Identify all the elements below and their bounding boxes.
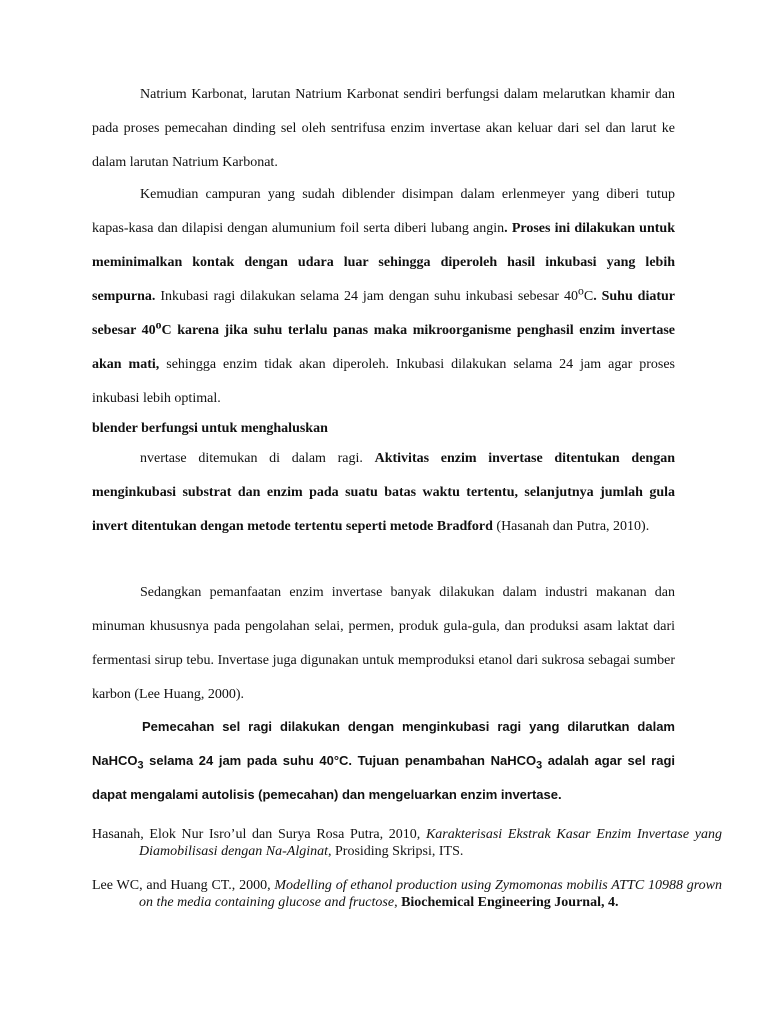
ref2-journal: Biochemical Engineering Journal, 4. (401, 895, 619, 910)
p5-sub-1: 3 (137, 759, 144, 772)
p2-text-e: sehingga enzim tidak akan diperoleh. Inkubasi dilakukan selama 24 jam agar proses inkubasi lebih optimal. (92, 357, 675, 406)
p3-text-b: Aktivitas enzim invertase ditentukan dengan menginkubasi substrat dan enzim pada suatu batas waktu tertentu, selanjutnya jumlah gula invert ditentukan dengan metode tertentu seperti metode Bradford (92, 451, 675, 534)
p5-text-a: Pemecahan sel ragi dilakukan dengan menginkubasi ragi yang dilarutkan dalam NaHCO (92, 719, 675, 768)
p2-text-d-end: C karena jika suhu terlalu panas maka mikroorganisme penghasil enzim invertase akan mati, (92, 323, 675, 372)
paragraph-5 (92, 710, 675, 812)
p5-text-c: adalah agar sel ragi dapat mengalami autolisis (pemecahan) dan mengeluarkan enzim invertase. (92, 753, 675, 802)
p5-text-b: selama 24 jam pada suhu 40°C. Tujuan penambahan NaHCO (143, 753, 537, 768)
p2-text-c: Inkubasi ragi dilakukan selama 24 jam dengan suhu inkubasi sebesar 40 (155, 289, 579, 304)
p2-text-a: Kemudian campuran yang sudah diblender disimpan dalam erlenmeyer yang diberi tutup kapas-kasa dan dilapisi dengan alumunium foil serta diberi lubang angin (92, 187, 675, 236)
ref1-title: Karakterisasi Ekstrak Kasar Enzim Invertase yang Diamobilisasi dengan Na-Alginat (139, 827, 722, 859)
ref1-authors: Hasanah, Elok Nur Isro’ul dan Surya Rosa Putra, 2010, (92, 827, 426, 842)
p3-text-c: (Hasanah dan Putra, 2010). (492, 519, 650, 534)
ref2-authors: Lee WC, and Huang CT., 2000, (92, 878, 275, 893)
ref2-sep: , (394, 895, 402, 910)
paragraph-1: Natrium Karbonat, larutan Natrium Karbonat sendiri berfungsi dalam melarutkan khamir dan pada proses pemecahan dinding sel oleh sentrifusa enzim invertase akan keluar dari sel dan larut ke dalam larutan Natrium Karbonat. (92, 87, 675, 170)
p2-text-d: . Suhu diatur sebesar 40 (92, 289, 675, 338)
p2-unit-1: C (583, 289, 594, 304)
p2-degree-1: o (578, 284, 584, 298)
section-heading: blender berfungsi untuk menghaluskan (92, 421, 328, 436)
ref1-source: , Prosiding Skripsi, ITS. (328, 844, 464, 859)
ref2-title: Modelling of ethanol production using Zymomonas mobilis ATTC 10988 grown on the media containing glucose and fructose (139, 878, 722, 910)
reference-1 (92, 826, 722, 860)
p2-text-b: . Proses ini dilakukan untuk meminimalkan kontak dengan udara luar sehingga diperoleh hasil inkubasi yang lebih sempurna. (92, 221, 675, 304)
paragraph-3 (92, 442, 675, 544)
p3-text-a: nvertase ditemukan di dalam ragi. (140, 451, 375, 466)
paragraph-2 (92, 178, 675, 416)
paragraph-4: Sedangkan pemanfaatan enzim invertase banyak dilakukan dalam industri makanan dan minuman khususnya pada pengolahan selai, permen, produk gula-gula, dan produksi asam laktat dari fermentasi sirup tebu. Invertase juga digunakan untuk memproduksi etanol dari sukrosa sebagai sumber karbon (Lee Huang, 2000). (92, 585, 675, 702)
reference-2 (92, 877, 722, 911)
p5-sub-2: 3 (536, 759, 543, 772)
p2-degree-2: o (155, 318, 162, 332)
